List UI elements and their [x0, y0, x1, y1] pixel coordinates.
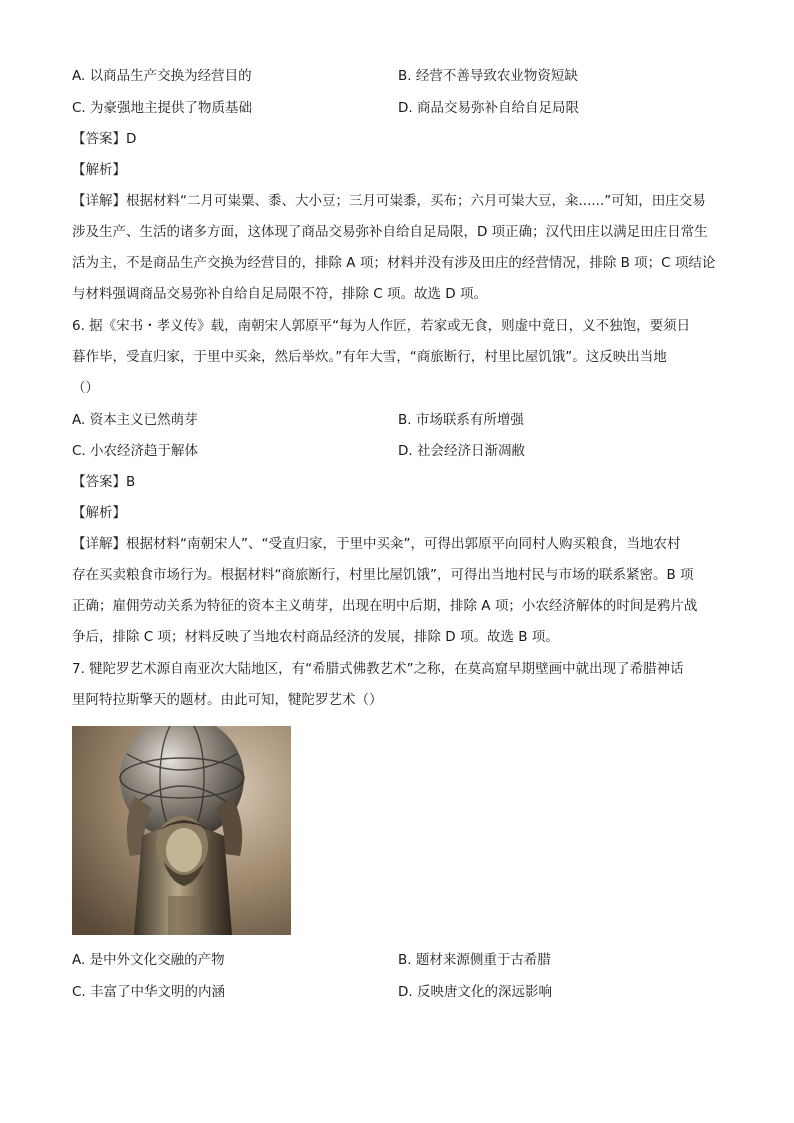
- q5-options-row-1: [72, 66, 724, 86]
- q6-options-row-2: [72, 441, 724, 461]
- q5-option-d[interactable]: D. 商品交易弥补自给自足局限: [398, 100, 579, 116]
- q6-option-d[interactable]: D. 社会经济日渐凋敝: [398, 443, 525, 459]
- q6-option-c[interactable]: C. 小农经济趋于解体: [72, 443, 199, 459]
- q7-stem-line-2: 里阿特拉斯擎天的题材。由此可知，犍陀罗艺术（）: [72, 692, 383, 708]
- q6-detail-line-3: 正确；雇佣劳动关系为特征的资本主义萌芽，出现在明中后期，排除 A 项；小农经济解体的时间是鸦片战: [72, 598, 698, 614]
- atlas-statue-photo: [72, 726, 291, 935]
- q5-detail-line-4: 与材料强调商品交易弥补自给自足局限不符，排除 C 项。故选 D 项。: [72, 286, 487, 302]
- q5-options-row-2: [72, 98, 724, 118]
- q6-detail-line-4: 争后，排除 C 项；材料反映了当地农村商品经济的发展，排除 D 项。故选 B 项。: [72, 629, 559, 645]
- q5-detail-line-2: 涉及生产、生活的诸多方面，这体现了商品交易弥补自给自足局限，D 项正确；汉代田庄以满足田庄日常生: [72, 224, 708, 240]
- q6-option-a[interactable]: A. 资本主义已然萌芽: [72, 412, 198, 428]
- q5-detail-line-1: 【详解】根据材料“二月可粜粟、黍、大小豆；三月可粜黍，买布；六月可粜大豆，籴......”可知，田庄交易: [72, 193, 706, 209]
- q7-options-row-2: [72, 982, 724, 1002]
- q6-options-row-1: [72, 410, 724, 430]
- q6-detail-line-1: 【详解】根据材料“南朝宋人”、“受直归家，于里中买籴”，可得出郭原平向同村人购买粮食，当地农村: [72, 536, 681, 552]
- q5-answer: 【答案】D: [72, 131, 137, 147]
- q7-option-c[interactable]: C. 丰富了中华文明的内涵: [72, 984, 226, 1000]
- q5-analysis-title: 【解析】: [72, 162, 126, 178]
- q5-option-a[interactable]: A. 以商品生产交换为经营目的: [72, 68, 252, 84]
- q6-stem: [72, 311, 724, 404]
- q7-options-row-1: [72, 950, 724, 970]
- q5-detail-line-3: 活为主，不是商品生产交换为经营目的，排除 A 项；材料并没有涉及田庄的经营情况，排除 B 项；C 项结论: [72, 255, 716, 271]
- q7-stem-line-1: 7. 犍陀罗艺术源自南亚次大陆地区，有“希腊式佛教艺术”之称，在莫高窟早期壁画中就出现了希腊神话: [72, 661, 684, 677]
- q6-analysis-title: 【解析】: [72, 505, 126, 521]
- q6-stem-line-1: 6. 据《宋书・孝义传》载，南朝宋人郭原平“每为人作匠，若家或无食，则虚中竟日，义不独饱，要须日: [72, 318, 691, 334]
- q7-option-d[interactable]: D. 反映唐文化的深远影响: [398, 984, 552, 1000]
- q6-option-b[interactable]: B. 市场联系有所增强: [398, 412, 524, 428]
- q6-stem-line-2: 暮作毕，受直归家，于里中买籴，然后举炊。”有年大雪，“商旅断行，村里比屋饥饿”。这反映出当地: [72, 349, 667, 365]
- q7-option-a[interactable]: A. 是中外文化交融的产物: [72, 952, 225, 968]
- q5-option-b[interactable]: B. 经营不善导致农业物资短缺: [398, 68, 578, 84]
- q6-stem-line-3: （）: [72, 380, 99, 396]
- q5-option-c[interactable]: C. 为豪强地主提供了物质基础: [72, 100, 253, 116]
- q7-option-b[interactable]: B. 题材来源侧重于古希腊: [398, 952, 551, 968]
- q6-detail: [72, 529, 724, 653]
- q7-stem: [72, 654, 724, 716]
- q5-detail: [72, 186, 724, 310]
- q6-answer: 【答案】B: [72, 474, 136, 490]
- q6-detail-line-2: 存在买卖粮食市场行为。根据材料“商旅断行，村里比屋饥饿”，可得出当地村民与市场的联系紧密。B 项: [72, 567, 694, 583]
